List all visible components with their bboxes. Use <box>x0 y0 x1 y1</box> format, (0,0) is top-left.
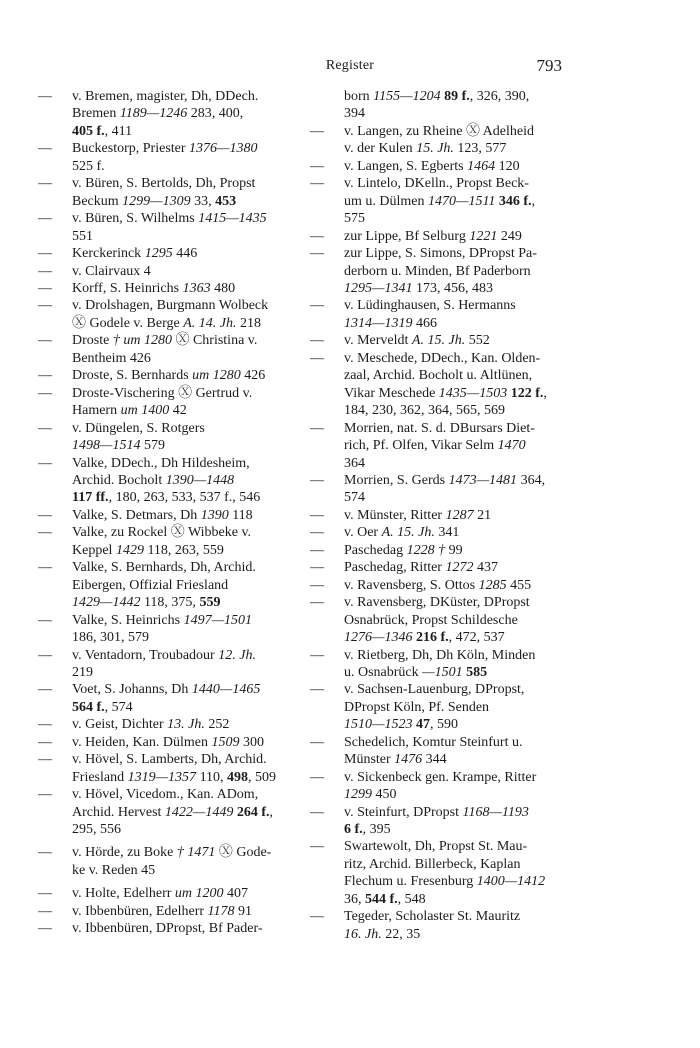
entry-text: Droste, S. Bernhards um 1280 426 <box>72 368 266 384</box>
entry-dash: — <box>38 141 52 157</box>
register-entry <box>38 140 293 175</box>
entry-dash: — <box>38 333 52 349</box>
entry-text: v. Büren, S. Wilhelms 1415—1435 551 <box>72 211 267 244</box>
register-entry <box>38 297 293 332</box>
entry-dash: — <box>38 787 52 803</box>
entry-dash: — <box>38 455 52 471</box>
register-entry <box>38 420 293 455</box>
entry-text: Kerckerinck 1295 446 <box>72 246 198 262</box>
left-column <box>38 88 293 938</box>
register-entry <box>310 123 565 158</box>
entry-text: v. Steinfurt, DPropst 1168—1193 6 f., 395 <box>344 804 529 838</box>
register-entry <box>38 612 293 647</box>
register-entry <box>38 559 293 611</box>
entry-dash: — <box>310 525 324 541</box>
entry-dash: — <box>310 472 324 488</box>
entry-dash: — <box>38 246 52 262</box>
entry-text: v. Ravensberg, DKüster, DPropst Osnabrück, Propst Schildesche 1276—1346 216 f., 472, 537 <box>344 595 530 646</box>
register-entry <box>38 385 293 420</box>
entry-text: Droste † um 1280 Ⓧ Christina v. Bentheim 426 <box>72 333 258 366</box>
entry-dash: — <box>38 752 52 768</box>
register-entry <box>310 681 565 733</box>
entry-text: Morrien, S. Gerds 1473—1481 364, 574 <box>344 472 546 506</box>
entry-text: Valke, zu Rockel Ⓧ Wibbeke v. Keppel 1429 118, 263, 559 <box>72 525 252 558</box>
entry-text: v. Lüdinghausen, S. Hermanns 1314—1319 466 <box>344 298 516 331</box>
entry-dash: — <box>38 647 52 663</box>
running-title: Register <box>325 58 375 73</box>
entry-dash: — <box>38 211 52 227</box>
entry-text: v. Ravensberg, S. Ottos 1285 455 <box>344 577 532 593</box>
entry-text: v. Sachsen-Lauenburg, DPropst, DPropst Köln, Pf. Senden 1510—1523 47, 590 <box>344 682 525 733</box>
register-entry <box>38 920 293 937</box>
entry-text: zur Lippe, Bf Selburg 1221 249 <box>344 228 522 244</box>
register-entry <box>310 420 565 472</box>
register-entry <box>310 507 565 524</box>
entry-dash: — <box>310 246 324 262</box>
entry-dash: — <box>310 804 324 820</box>
entry-text: v. Meschede, DDech., Kan. Olden- zaal, Archid. Bocholt u. Altlünen, Vikar Meschede 1435—1503 122 f., 184, 230, 362, 364, 565, 569 <box>344 350 547 419</box>
entry-dash: — <box>38 507 52 523</box>
register-entry <box>310 350 565 420</box>
register-entry <box>310 734 565 769</box>
register-entry <box>38 903 293 920</box>
entry-text: v. Heiden, Kan. Dülmen 1509 300 <box>72 734 264 750</box>
register-entry <box>38 524 293 559</box>
entry-text: Voet, S. Johanns, Dh 1440—1465 564 f., 574 <box>72 682 261 715</box>
entry-text: v. Rietberg, Dh, Dh Köln, Minden u. Osnabrück —1501 585 <box>344 647 536 680</box>
register-entry <box>310 804 565 839</box>
entry-dash: — <box>310 420 324 436</box>
entry-dash: — <box>310 909 324 925</box>
entry-dash: — <box>38 263 52 279</box>
page-number: 793 <box>536 56 562 75</box>
entry-text: v. Ventadorn, Troubadour 12. Jh. 219 <box>72 647 256 680</box>
register-entry <box>310 542 565 559</box>
entry-dash: — <box>38 682 52 698</box>
entry-dash: — <box>38 298 52 314</box>
entry-text: v. Ibbenbüren, DPropst, Bf Pader- <box>72 921 263 937</box>
entry-dash: — <box>310 333 324 349</box>
register-entry <box>38 280 293 297</box>
entry-dash: — <box>310 560 324 576</box>
entry-text: v. Clairvaux 4 <box>72 263 151 279</box>
register-entry <box>310 594 565 646</box>
entry-text: Valke, S. Bernhards, Dh, Archid. Eibergen, Offizial Friesland 1429—1442 118, 375, 559 <box>72 560 256 611</box>
entry-dash: — <box>310 647 324 663</box>
entry-text: v. Drolshagen, Burgmann Wolbeck Ⓧ Godele v. Berge A. 14. Jh. 218 <box>72 298 269 331</box>
entry-text: v. Langen, S. Egberts 1464 120 <box>344 158 520 174</box>
register-entry <box>310 175 565 227</box>
register-entry <box>38 716 293 733</box>
entry-dash: — <box>310 123 324 139</box>
entry-text: Droste-Vischering Ⓧ Gertrud v. Hamern um 1400 42 <box>72 385 253 419</box>
entry-text: v. Düngelen, S. Rotgers 1498—1514 579 <box>72 420 205 454</box>
entry-dash: — <box>38 89 52 104</box>
entry-dash: — <box>38 612 52 628</box>
entry-dash: — <box>38 921 52 937</box>
entry-dash: — <box>38 420 52 436</box>
register-entry <box>38 210 293 245</box>
register-entry <box>310 524 565 541</box>
entry-text: v. Holte, Edelherr um 1200 407 <box>72 886 249 902</box>
register-entry <box>38 507 293 524</box>
entry-text: Paschedag 1228 † 99 <box>344 542 463 558</box>
register-entry-continuation <box>310 88 565 123</box>
entry-text: Valke, DDech., Dh Hildesheim, Archid. Bocholt 1390—1448 117 ff., 180, 263, 533, 537 f., 546 <box>72 455 261 506</box>
register-entry <box>310 158 565 175</box>
register-entry <box>310 559 565 576</box>
entry-dash: — <box>310 577 324 593</box>
entry-dash: — <box>310 682 324 698</box>
entry-text: Schedelich, Komtur Steinfurt u. Münster 1476 344 <box>344 734 523 768</box>
entry-dash: — <box>310 228 324 244</box>
register-entry <box>38 455 293 507</box>
entry-text: v. Hövel, Vicedom., Kan. ADom, Archid. Hervest 1422—1449 264 f., 295, 556 <box>72 787 274 838</box>
entry-dash: — <box>38 560 52 576</box>
register-entry <box>38 681 293 716</box>
entry-text: Tegeder, Scholaster St. Mauritz 16. Jh. 22, 35 <box>344 909 521 942</box>
entry-dash: — <box>38 280 52 296</box>
register-entry <box>38 786 293 838</box>
entry-text: v. Hövel, S. Lamberts, Dh, Archid. Friesland 1319—1357 110, 498, 509 <box>72 752 277 785</box>
entry-dash: — <box>310 350 324 366</box>
entry-text: v. Langen, zu Rheine Ⓧ Adelheid v. der Kulen 15. Jh. 123, 577 <box>344 123 534 157</box>
entry-text: v. Geist, Dichter 13. Jh. 252 <box>72 717 230 733</box>
entry-dash: — <box>310 595 324 611</box>
entry-dash: — <box>310 298 324 314</box>
register-entry <box>38 245 293 262</box>
entry-text: Paschedag, Ritter 1272 437 <box>344 560 498 576</box>
register-entry <box>310 228 565 245</box>
entry-dash: — <box>38 734 52 750</box>
entry-dash: — <box>38 903 52 919</box>
register-entry <box>310 769 565 804</box>
entry-dash: — <box>38 717 52 733</box>
register-entry <box>38 263 293 280</box>
register-entry <box>38 88 293 140</box>
entry-dash: — <box>310 839 324 855</box>
register-entry <box>310 838 565 908</box>
register-entry <box>310 577 565 594</box>
register-entry <box>310 908 565 943</box>
entry-dash: — <box>310 507 324 523</box>
entry-dash: — <box>38 845 52 861</box>
register-entry <box>38 885 293 902</box>
entry-text: v. Oer A. 15. Jh. 341 <box>344 525 460 541</box>
entry-text: v. Sickenbeck gen. Krampe, Ritter 1299 450 <box>344 769 537 803</box>
register-entry <box>38 844 293 879</box>
register-entry <box>310 332 565 349</box>
register-entry <box>310 472 565 507</box>
entry-text: Valke, S. Heinrichs 1497—1501 186, 301, 579 <box>72 612 253 646</box>
entry-text: born 1155—1204 89 f., 326, 390, 394 <box>344 89 530 122</box>
entry-dash: — <box>310 158 324 174</box>
entry-dash: — <box>38 176 52 192</box>
entry-dash: — <box>38 368 52 384</box>
register-entry <box>310 245 565 297</box>
entry-text: Swartewolt, Dh, Propst St. Mau- ritz, Archid. Billerbeck, Kaplan Flechum u. Fresenburg 1400—1412 36, 544 f., 548 <box>344 839 546 907</box>
entry-text: v. Hörde, zu Boke † 1471 Ⓧ Gode- ke v. Reden 45 <box>72 845 272 878</box>
entry-dash: — <box>38 385 52 401</box>
entry-text: Morrien, nat. S. d. DBursars Diet- rich, Pf. Olfen, Vikar Selm 1470 364 <box>344 420 535 471</box>
entry-text: v. Merveldt A. 15. Jh. 552 <box>344 333 490 349</box>
register-entry <box>38 332 293 367</box>
register-entry <box>38 751 293 786</box>
register-entry <box>38 734 293 751</box>
entry-text: v. Lintelo, DKelln., Propst Beck- um u. Dülmen 1470—1511 346 f., 575 <box>344 176 536 227</box>
entry-text: Buckestorp, Priester 1376—1380 525 f. <box>72 141 258 174</box>
entry-dash: — <box>310 542 324 558</box>
entry-text: Valke, S. Detmars, Dh 1390 118 <box>72 507 253 523</box>
entry-text: zur Lippe, S. Simons, DPropst Pa- derborn u. Minden, Bf Paderborn 1295—1341 173, 456, 483 <box>344 246 537 296</box>
entry-dash: — <box>310 176 324 192</box>
register-entry <box>310 297 565 332</box>
register-entry <box>38 175 293 210</box>
entry-text: v. Münster, Ritter 1287 21 <box>344 507 492 523</box>
entry-dash: — <box>310 734 324 750</box>
entry-dash: — <box>38 886 52 902</box>
entry-text: v. Ibbenbüren, Edelherr 1178 91 <box>72 903 253 919</box>
register-entry <box>38 367 293 384</box>
entry-dash: — <box>38 525 52 541</box>
register-entry <box>38 647 293 682</box>
register-entry <box>310 647 565 682</box>
entry-text: v. Bremen, magister, Dh, DDech. Bremen 1189—1246 283, 400, 405 f., 411 <box>72 89 259 139</box>
entry-dash: — <box>310 769 324 785</box>
entry-text: v. Büren, S. Bertolds, Dh, Propst Beckum 1299—1309 33, 453 <box>72 176 256 209</box>
right-column <box>310 88 565 943</box>
entry-text: Korff, S. Heinrichs 1363 480 <box>72 280 236 296</box>
